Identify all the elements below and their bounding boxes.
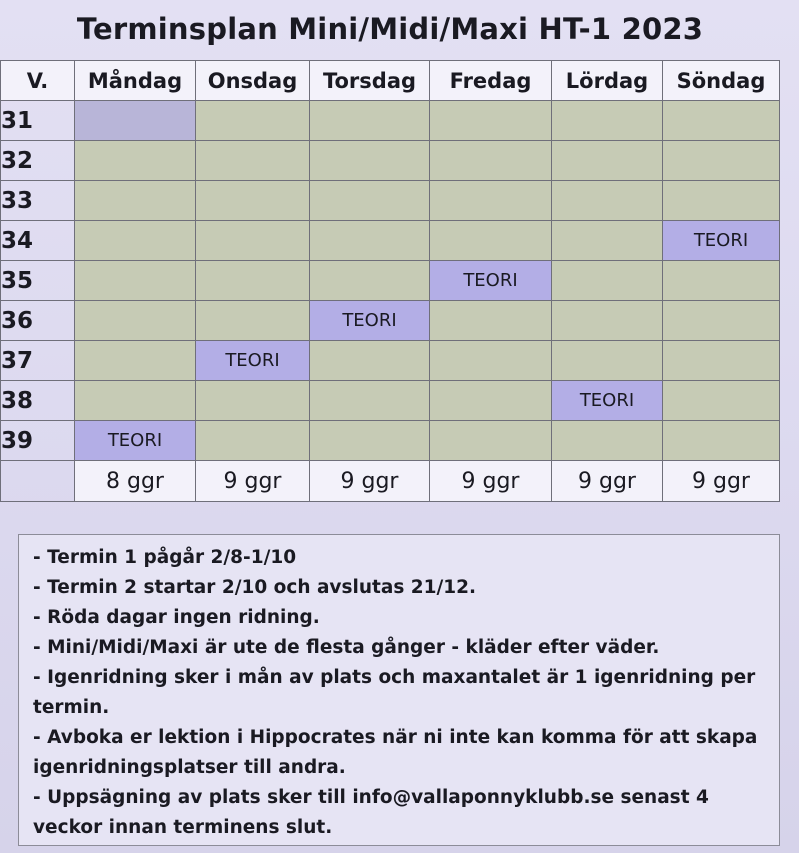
cell-week32-saturday (552, 141, 663, 181)
cell-week32-friday (430, 141, 552, 181)
count-sunday: 9 ggr (663, 461, 780, 502)
cell-week34-friday (430, 221, 552, 261)
cell-week37-sunday (663, 341, 780, 381)
week-number: 31 (1, 101, 75, 141)
cell-week37-saturday (552, 341, 663, 381)
week-number: 37 (1, 341, 75, 381)
cell-week34-saturday (552, 221, 663, 261)
cell-week32-thursday (310, 141, 430, 181)
cell-week34-thursday (310, 221, 430, 261)
cell-week31-friday (430, 101, 552, 141)
cell-week37-friday (430, 341, 552, 381)
week-row-38 (1, 381, 780, 421)
week-number: 35 (1, 261, 75, 301)
week-number: 32 (1, 141, 75, 181)
cell-week37-wednesday: TEORI (196, 341, 310, 381)
cell-week31-saturday (552, 101, 663, 141)
schedule-table (0, 60, 780, 502)
page-title: Terminsplan Mini/Midi/Maxi HT-1 2023 (76, 12, 704, 46)
day-header-saturday: Lördag (552, 61, 663, 101)
count-row (1, 461, 780, 502)
week-number: 34 (1, 221, 75, 261)
note-cancel-lesson: - Avboka er lektion i Hippocrates när ni inte kan komma för att skapa igenridningsplatser till andra. (33, 727, 758, 778)
day-header-thursday: Torsdag (310, 61, 430, 101)
note-term-2: - Termin 2 startar 2/10 och avslutas 21/12. (33, 577, 477, 598)
cell-week37-monday (75, 341, 196, 381)
cell-week38-saturday: TEORI (552, 381, 663, 421)
cell-week36-saturday (552, 301, 663, 341)
cell-week38-sunday (663, 381, 780, 421)
cell-week35-monday (75, 261, 196, 301)
day-header-friday: Fredag (430, 61, 552, 101)
cell-week31-wednesday (196, 101, 310, 141)
cell-week36-friday (430, 301, 552, 341)
cell-week31-sunday (663, 101, 780, 141)
day-header-sunday: Söndag (663, 61, 780, 101)
note-makeup-rides: - Igenridning sker i mån av plats och maxantalet är 1 igenridning per termin. (33, 667, 756, 718)
cell-week31-thursday (310, 101, 430, 141)
cell-week31-monday (75, 101, 196, 141)
schedule-body (1, 101, 780, 461)
cell-week34-wednesday (196, 221, 310, 261)
week-row-33 (1, 181, 780, 221)
cell-week35-sunday (663, 261, 780, 301)
day-header-wednesday: Onsdag (196, 61, 310, 101)
cell-week32-monday (75, 141, 196, 181)
cell-week36-sunday (663, 301, 780, 341)
cell-week36-thursday: TEORI (310, 301, 430, 341)
week-number: 38 (1, 381, 75, 421)
cell-week38-thursday (310, 381, 430, 421)
week-row-34 (1, 221, 780, 261)
cell-week34-sunday: TEORI (663, 221, 780, 261)
count-saturday: 9 ggr (552, 461, 663, 502)
note-clothing: - Mini/Midi/Maxi är ute de flesta gånger - kläder efter väder. (33, 637, 660, 658)
cell-week33-friday (430, 181, 552, 221)
count-thursday: 9 ggr (310, 461, 430, 502)
week-row-39 (1, 421, 780, 461)
week-row-36 (1, 301, 780, 341)
cell-week38-monday (75, 381, 196, 421)
cell-week39-sunday (663, 421, 780, 461)
cell-week36-monday (75, 301, 196, 341)
week-column-header: V. (1, 61, 75, 101)
week-row-32 (1, 141, 780, 181)
week-number: 33 (1, 181, 75, 221)
count-monday: 8 ggr (75, 461, 196, 502)
cell-week39-monday: TEORI (75, 421, 196, 461)
cell-week32-wednesday (196, 141, 310, 181)
week-number: 36 (1, 301, 75, 341)
count-friday: 9 ggr (430, 461, 552, 502)
note-term-1: - Termin 1 pågår 2/8-1/10 (33, 547, 297, 568)
cell-week36-wednesday (196, 301, 310, 341)
cell-week34-monday (75, 221, 196, 261)
cell-week33-thursday (310, 181, 430, 221)
count-wednesday: 9 ggr (196, 461, 310, 502)
count-row-spacer (1, 461, 75, 502)
cell-week37-thursday (310, 341, 430, 381)
cell-week39-thursday (310, 421, 430, 461)
cell-week33-sunday (663, 181, 780, 221)
cell-week33-monday (75, 181, 196, 221)
note-holidays: - Röda dagar ingen ridning. (33, 607, 320, 628)
cell-week33-wednesday (196, 181, 310, 221)
cell-week32-sunday (663, 141, 780, 181)
cell-week39-wednesday (196, 421, 310, 461)
day-header-monday: Måndag (75, 61, 196, 101)
cell-week39-friday (430, 421, 552, 461)
note-termination: - Uppsägning av plats sker till info@vallaponnyklubb.se senast 4 veckor innan terminens slut. (33, 787, 709, 838)
cell-week35-friday: TEORI (430, 261, 552, 301)
cell-week35-saturday (552, 261, 663, 301)
notes-box (18, 534, 780, 846)
cell-week38-wednesday (196, 381, 310, 421)
week-row-31 (1, 101, 780, 141)
week-row-37 (1, 341, 780, 381)
cell-week33-saturday (552, 181, 663, 221)
header-row (1, 61, 780, 101)
cell-week35-wednesday (196, 261, 310, 301)
week-row-35 (1, 261, 780, 301)
cell-week38-friday (430, 381, 552, 421)
cell-week39-saturday (552, 421, 663, 461)
week-number: 39 (1, 421, 75, 461)
cell-week35-thursday (310, 261, 430, 301)
